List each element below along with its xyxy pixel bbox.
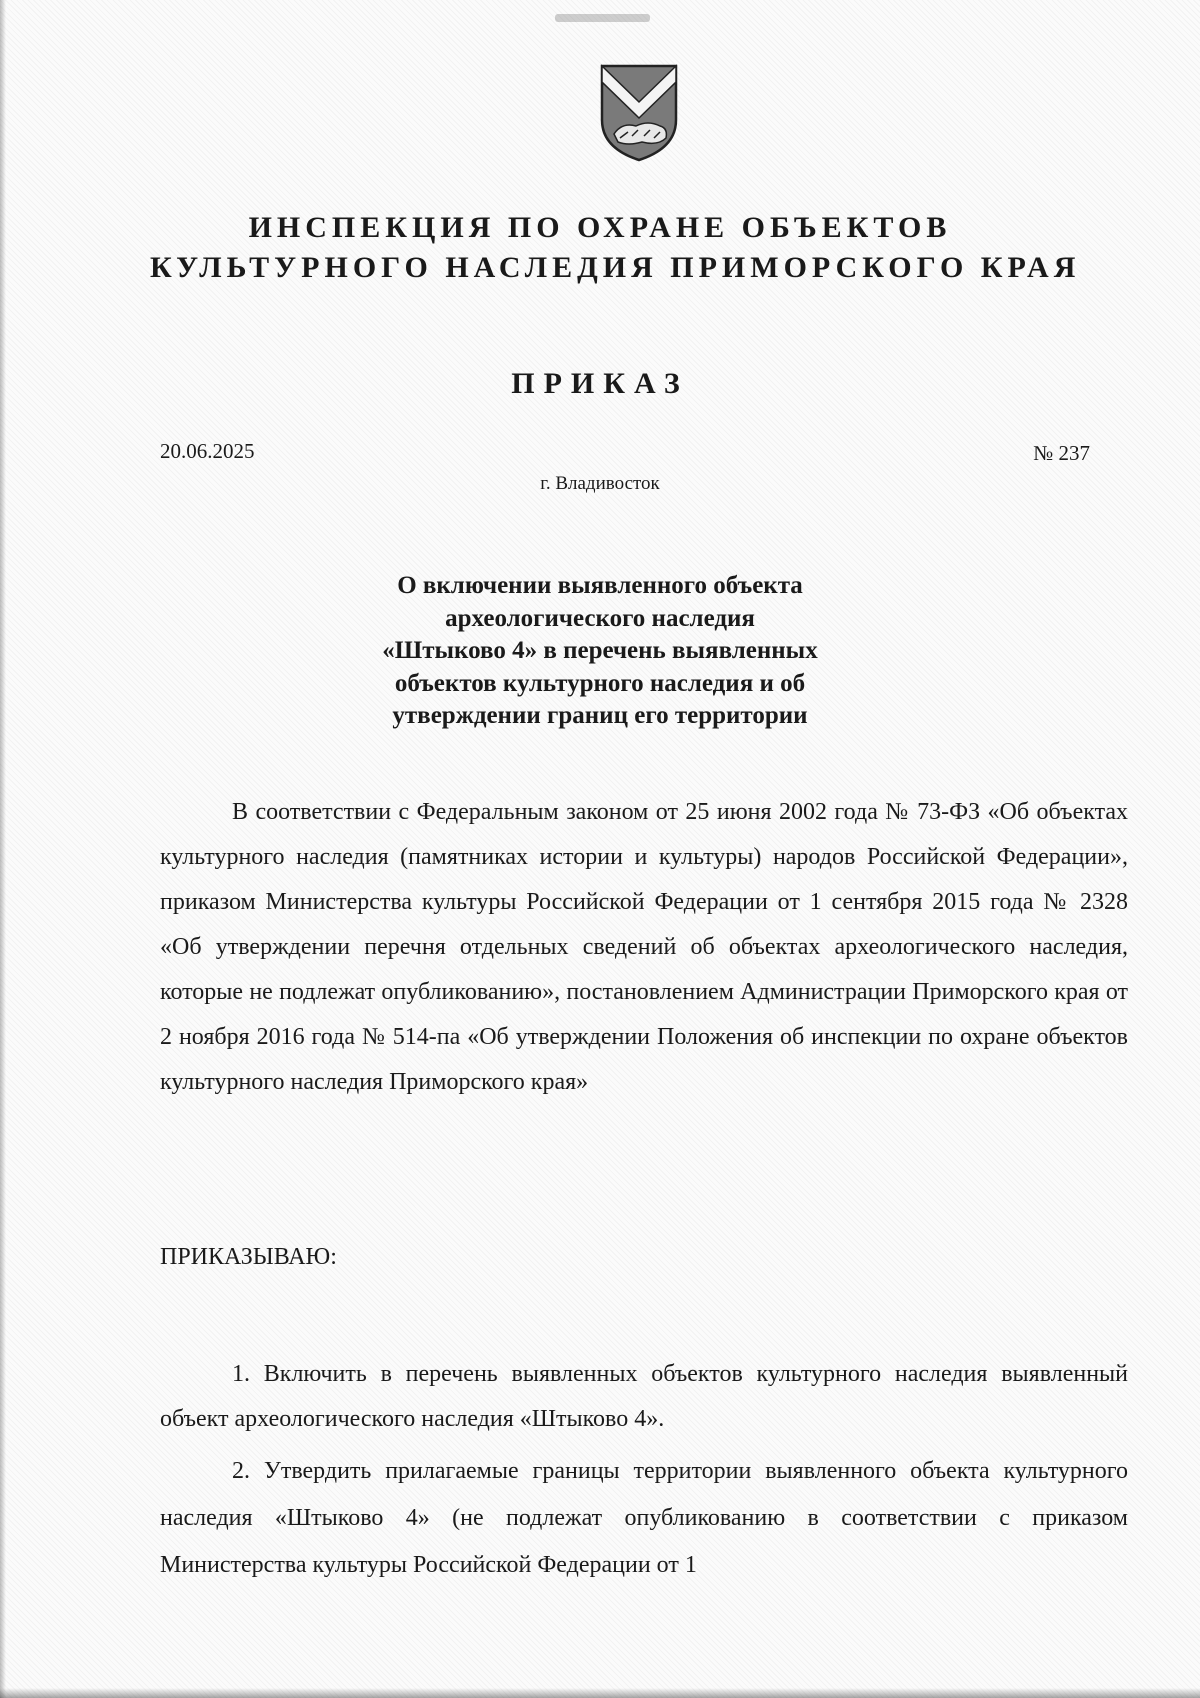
organization-name-line-2: КУЛЬТУРНОГО НАСЛЕДИЯ ПРИМОРСКОГО КРАЯ — [150, 251, 1081, 284]
subject-line: «Штыково 4» в перечень выявленных — [382, 637, 818, 664]
document-city: г. Владивосток — [540, 473, 660, 494]
document-title: ПРИКАЗ — [511, 367, 689, 400]
document-date: 20.06.2025 — [160, 439, 255, 463]
scan-bottom-edge — [0, 1688, 1200, 1698]
document-subject — [330, 570, 870, 733]
order-item-2: 2. Утвердить прилагаемые границы территории выявленного объекта культурного наследия «Штыково 4» (не подлежат опубликованию в соответствии с приказом Министерства культуры Российской Федерации от 1 — [160, 1458, 1128, 1578]
scan-top-mark — [555, 14, 650, 22]
subject-line: О включении выявленного объекта — [397, 572, 803, 599]
order-item-1: 1. Включить в перечень выявленных объектов культурного наследия выявленный объект археологического наследия «Штыково 4». — [160, 1361, 1128, 1432]
order-word: ПРИКАЗЫВАЮ: — [160, 1244, 337, 1270]
document-number: № 237 — [1033, 441, 1090, 465]
subject-line: утверждении границ его территории — [392, 702, 808, 729]
subject-line: археологического наследия — [445, 604, 755, 632]
preamble-paragraph: В соответствии с Федеральным законом от 25 июня 2002 года № 73-ФЗ «Об объектах культурного наследия (памятниках истории и культуры) народов Российской Федерации», приказом Министерства культуры Российской Федерации от 1 сентября 2015 года № 2328 «Об утверждении перечня отдельных сведений об объектах археологического наследия, которые не подлежат опубликованию», постановлением Администрации Приморского края от 2 ноября 2016 года № 514-па «Об утверждении Положения об инспекции по охране объектов культурного наследия Приморского края» — [160, 799, 1128, 1095]
subject-line: объектов культурного наследия и об — [394, 669, 806, 697]
organization-name-line-1: ИНСПЕКЦИЯ ПО ОХРАНЕ ОБЪЕКТОВ — [248, 211, 952, 244]
scan-left-edge — [0, 0, 6, 1698]
primorsky-krai-coat-of-arms-icon — [598, 62, 680, 164]
